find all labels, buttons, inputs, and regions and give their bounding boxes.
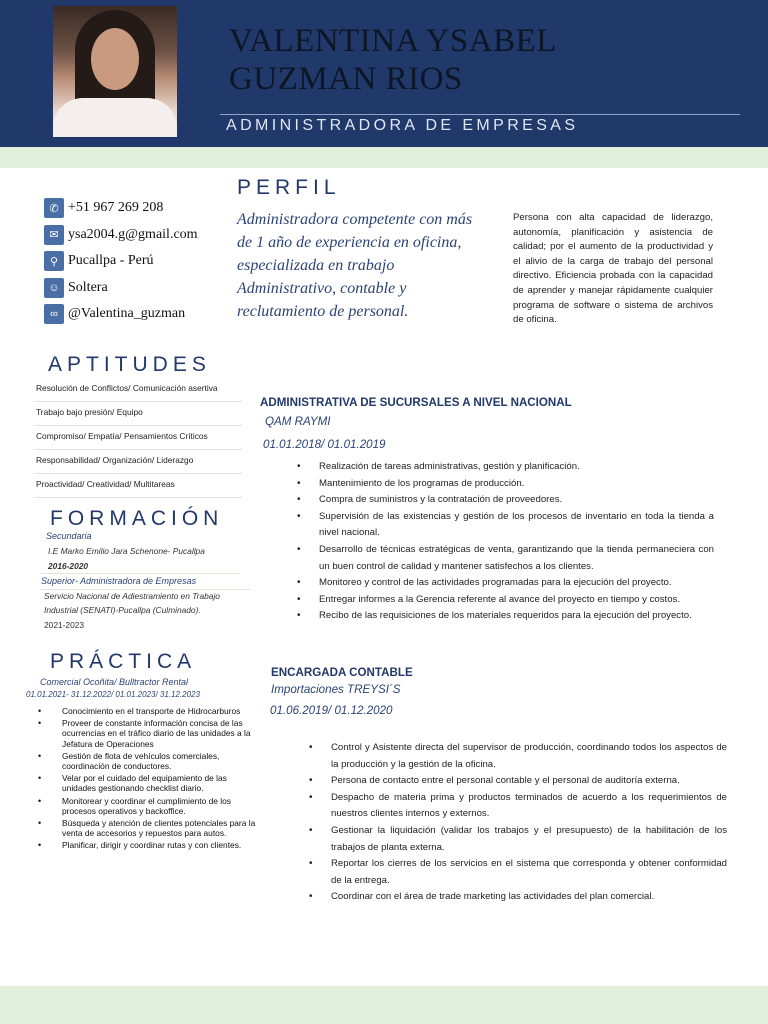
formacion-divider [40, 573, 240, 574]
list-item: • Proveer de constante información concisa de las ocurrencias en el tráfico diario de las unidades a la Jefatura de Operaciones [38, 718, 258, 749]
job-2-title: ENCARGADA CONTABLE [271, 666, 413, 679]
list-item: • Recibo de las requisiciones de los materiales requeridos para la ejecución del proyecto. [297, 608, 714, 625]
aptitude-item: Trabajo bajo presión/ Equipo [34, 404, 242, 426]
email-text: ysa2004.g@gmail.com [68, 226, 198, 242]
practica-heading: PRÁCTICA [50, 650, 197, 673]
list-item: • Persona de contacto entre el personal contable y el personal de auditoría externa. [309, 773, 727, 790]
list-item: • Gestionar la liquidación (validar los trabajos y el presupuesto) de la habilitación de los trabajos de planta externa. [309, 823, 727, 856]
job-1-duties [297, 459, 714, 625]
list-item: • Desarrollo de técnicas estratégicas de venta, garantizando que la tienda permaneciera con un buen control de calidad y mantener satisfechos a los clientes. [297, 542, 714, 575]
location-text: Pucallpa - Perú [68, 253, 154, 269]
social-text: @Valentina_guzman [68, 306, 186, 322]
person-icon: ☺ [44, 278, 64, 298]
list-item: • Velar por el cuidado del equipamiento de las unidades gestionando checklist diario. [38, 773, 258, 793]
superior-school-line-1: Servicio Nacional de Adiestramiento en Trabajo [44, 591, 220, 601]
list-item: • Gestión de flota de vehículos comerciales, coordinación de conductores. [38, 751, 258, 771]
bottom-accent-band [0, 986, 768, 1024]
perfil-heading: PERFIL [237, 176, 341, 199]
job-2-duties [309, 740, 727, 906]
top-accent-band [0, 147, 768, 168]
list-item: • Búsqueda y atención de clientes potenciales para la venta de accesorios y repuestos para autos. [38, 818, 258, 838]
aptitude-item: Responsabilidad/ Organización/ Liderazgo [34, 452, 242, 474]
header-banner [0, 0, 768, 147]
perfil-description: Persona con alta capacidad de liderazgo, autonomía, planificación y asistencia de calidad; por el aumento de la productividad y el alivio de la carga de trabajo del personal directivo. Eficiencia probada con la capacidad de aprender y manejar rápidamente cualquier programa de software o sistema de archivos de oficina. [513, 212, 713, 326]
profile-photo [53, 6, 177, 137]
secondary-label: Secundaria [46, 531, 92, 541]
perfil-summary: Administradora competente con más de 1 año de experiencia en oficina, especializada en trabajo Administrativo, contable y reclutamiento de personal. [237, 211, 473, 320]
superior-school-line-2: Industrial (SENATI)-Pucallpa (Culminado). [44, 605, 201, 615]
list-item: • Monitorear y coordinar el cumplimiento de los procesos operativos y backoffice. [38, 796, 258, 816]
name-line-2: GUZMAN RIOS [229, 61, 463, 97]
title-divider [220, 114, 740, 115]
superior-label: Superior- Administradora de Empresas [41, 576, 197, 586]
contact-location [44, 248, 198, 275]
job-2-dates: 01.06.2019/ 01.12.2020 [270, 704, 393, 717]
job-title: ADMINISTRADORA DE EMPRESAS [226, 117, 579, 134]
link-icon: ∞ [44, 304, 64, 324]
secondary-school: I.E Marko Emilio Jara Schenone- Pucallpa [48, 546, 205, 556]
aptitude-item: Compromiso/ Empatía/ Pensamientos Críticos [34, 428, 242, 450]
location-icon: ⚲ [44, 251, 64, 271]
status-text: Soltera [68, 279, 108, 295]
aptitude-item: Proactividad/ Creatividad/ Multitareas [34, 476, 242, 498]
formacion-heading: FORMACIÓN [50, 507, 224, 530]
contact-social [44, 301, 198, 328]
practica-dates: 01.01.2021- 31.12.2022/ 01.01.2023/ 31.12.2023 [26, 690, 200, 699]
aptitudes-heading: APTITUDES [48, 353, 211, 376]
list-item: • Control y Asistente directa del supervisor de producción, coordinando todos los aspectos de la producción y la gestión de la oficina. [309, 740, 727, 773]
contact-email [44, 222, 198, 249]
contact-list [44, 195, 198, 328]
list-item: • Supervisión de las existencias y gestión de los procesos de inventario en toda la tienda a nivel nacional. [297, 509, 714, 542]
practica-list [38, 706, 258, 853]
full-name [229, 22, 749, 98]
name-line-1: VALENTINA YSABEL [229, 23, 557, 59]
email-icon: ✉ [44, 225, 64, 245]
list-item: • Entregar informes a la Gerencia referente al avance del proyecto en tiempo y costos. [297, 592, 714, 609]
superior-years: 2021-2023 [44, 620, 85, 630]
contact-status [44, 275, 198, 302]
list-item: • Reportar los cierres de los servicios en el sistema que corresponda y obtener conformidad de la entrega. [309, 856, 727, 889]
list-item: • Planificar, dirigir y coordinar rutas y con clientes. [38, 840, 258, 850]
aptitudes-list [34, 380, 242, 500]
list-item: • Conocimiento en el transporte de Hidrocarburos [38, 706, 258, 716]
job-1-title: ADMINISTRATIVA DE SUCURSALES A NIVEL NACIONAL [260, 396, 572, 409]
list-item: • Compra de suministros y la contratación de proveedores. [297, 492, 714, 509]
phone-text: +51 967 269 208 [68, 200, 164, 216]
contact-phone [44, 195, 198, 222]
job-2-company: Importaciones TREYSI´S [271, 683, 401, 696]
secondary-years: 2016-2020 [48, 561, 89, 571]
aptitude-item: Resolución de Conflictos/ Comunicación asertiva [34, 380, 242, 402]
job-1-company: QAM RAYMI [265, 415, 331, 428]
formacion-divider [40, 589, 250, 590]
list-item: • Realización de tareas administrativas, gestión y planificación. [297, 459, 714, 476]
list-item: • Despacho de materia prima y productos terminados de acuerdo a los requerimientos de nuestros clientes internos y externos. [309, 790, 727, 823]
job-1-dates: 01.01.2018/ 01.01.2019 [263, 438, 386, 451]
list-item: • Mantenimiento de los programas de producción. [297, 476, 714, 493]
phone-icon: ✆ [44, 198, 64, 218]
list-item: • Coordinar con el área de trade marketing las actividades del plan comercial. [309, 889, 727, 906]
practica-company: Comercial Ocoñita/ Bulltractor Rental [40, 677, 189, 687]
list-item: • Monitoreo y control de las actividades programadas para la ejecución del proyecto. [297, 575, 714, 592]
